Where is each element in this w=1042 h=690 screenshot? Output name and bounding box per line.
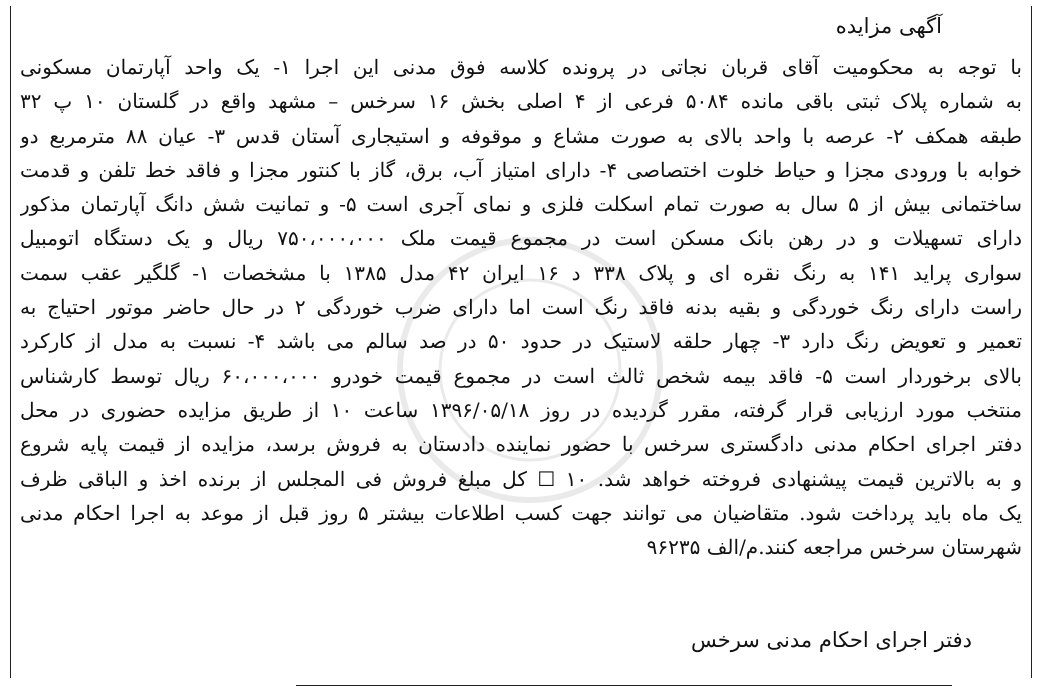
notice-line: دفتر اجرای احکام مدنی دادگستری سرخس با حضور نماینده دادستان به فروش برسد، مزایده از قیمت پایه شروع — [20, 432, 1022, 457]
notice-line: با توجه به محکومیت آقای قربان نجاتی در پرونده کلاسه فوق مدنی این اجرا ۱- یک واحد آپارتمان مسکونی — [20, 55, 1022, 79]
notice-signature: دفتر اجرای احکام مدنی سرخس — [690, 628, 972, 652]
notice-line: سواری پراید ۱۴۱ به رنگ نقره ای و پلاک ۳۳۸ د ۱۶ ایران ۴۲ مدل ۱۳۸۵ با مشخصات ۱- گلگیر عقب سمت — [20, 260, 1022, 285]
notice-line: ساختمانی بیش از ۵ سال به صورت تمام اسکلت فلزی و نمای آجری است ۵- و تمانیت شش دانگ آپارتمان مذکور — [20, 192, 1022, 217]
notice-line: دارای تسهیلات و در رهن بانک مسکن است در مجموع قیمت ملک ۷۵۰،۰۰۰،۰۰۰ ریال و یک دستگاه اتومبیل — [20, 226, 1022, 251]
notice-line: تعمیر و تعویض رنگ دارد ۳- چهار حلقه لاستیک در حدود ۵۰ در صد سالم می باشد ۴- نسبت به مدل از کارکرد — [20, 329, 1022, 354]
bottom-rule — [296, 685, 952, 686]
notice-body — [20, 50, 1022, 564]
notice-line: به شماره پلاک ثبتی باقی مانده ۵۰۸۴ فرعی از ۴ اصلی بخش ۱۶ سرخس – مشهد واقع در گلستان ۱۰ پ ۳۲ — [20, 89, 1022, 114]
notice-title: آگهی مزایده — [835, 14, 942, 38]
notice-line: و به بالاترین قیمت پیشنهادی فروخته خواهد شد. ۱۰ ☐ کل مبلغ فروش فی المجلس از برنده اخذ و الباقی ظرف — [20, 466, 1022, 491]
notice-line: شهرستان سرخس مراجعه کنند.م/الف ۹۶۲۳۵ — [646, 535, 1022, 560]
notice-line: طبقه همکف ۲- عرصه با واحد بالای به صورت مشاع و موقوفه و استیجاری آستان قدس ۳- عیان ۸۸ مترمربع دو — [20, 123, 1022, 148]
notice-line: راست دارای رنگ خوردگی و بقیه بدنه فاقد رنگ است اما دارای ضرب خوردگی ۲ در حال حاضر موتور احتیاج به — [20, 295, 1022, 320]
notice-line: خوابه با ورودی مجزا و حیاط خلوت اختصاصی ۴- دارای امتیاز آب، برق، گاز با کنتور مجزا و فاقد خط تلفن و قدمت — [20, 157, 1022, 182]
notice-line: یک ماه باید پرداخت شود. متقاضیان می توانند جهت کسب اطلاعات بیشتر ۵ روز قبل از موعد به اجرا احکام مدنی — [20, 500, 1022, 525]
notice-line: بالای برخوردار است ۵- فاقد بیمه شخص ثالث است در مجموع قیمت خودرو ۶۰،۰۰۰،۰۰۰ ریال توسط کارشناس — [20, 363, 1022, 388]
notice-line: منتخب مورد ارزیابی قرار گرفته، مقرر گردیده در روز ۱۳۹۶/۰۵/۱۸ ساعت ۱۰ از طریق مزایده حضوری در محل — [20, 397, 1022, 422]
